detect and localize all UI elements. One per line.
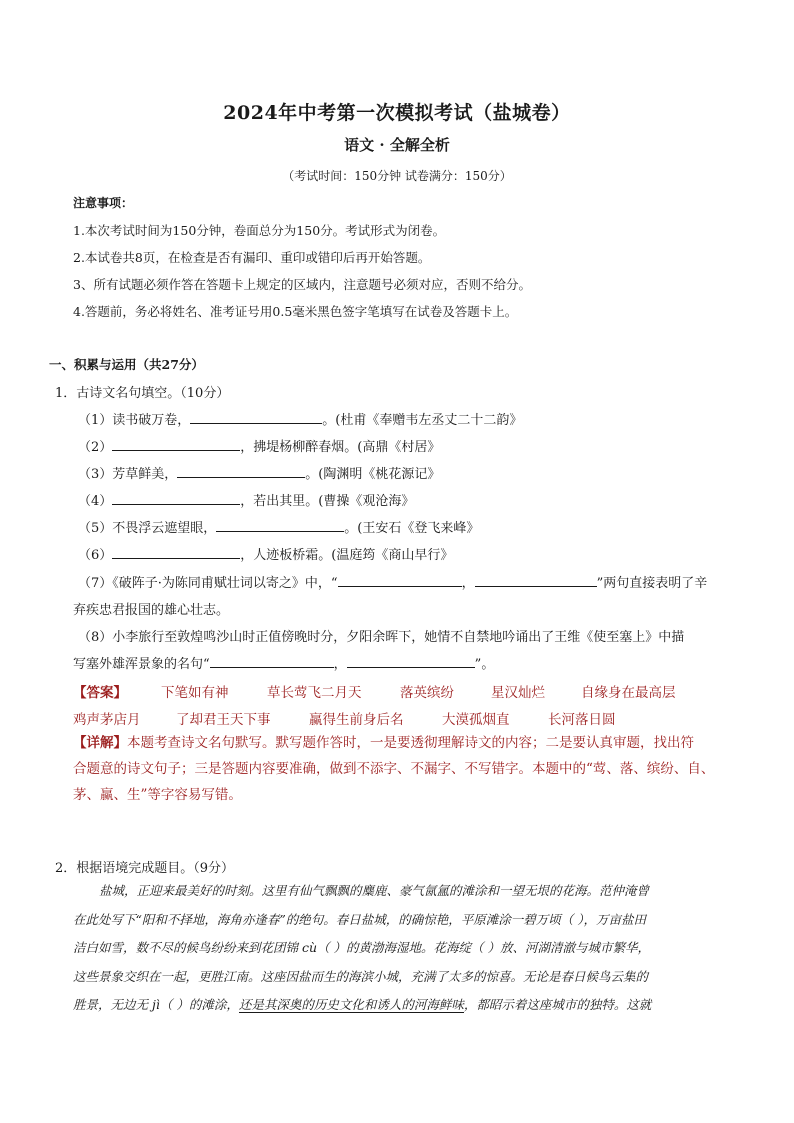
passage-text: 胜景，无边无 jì（ ）的滩涂， xyxy=(73,997,239,1012)
detail-line-2: 合题意的诗文句子；三是答题内容要准确，做到不添字、不漏字、不写错字。本题中的“莺、落、缤纷、自、 xyxy=(73,761,715,777)
q1-line-7-cont: 弃疾忠君报国的雄心壮志。 xyxy=(73,603,230,618)
page-title: 2024年中考第一次模拟考试（盐城卷） xyxy=(223,102,571,124)
line-text: 。(杜甫《奉赠韦左丞丈二十二韵》 xyxy=(322,413,523,428)
detail-text: 本题考查诗文名句默写。默写题作答时，一是要透彻理解诗文的内容；二是要认真审题，找出符 xyxy=(127,735,694,751)
detail-line-1 xyxy=(73,730,725,756)
question-1-stem: 1．古诗文名句填空。（10分） xyxy=(55,386,230,401)
section-heading: 一、积累与运用（共27分） xyxy=(49,357,204,372)
page-subtitle: 语文 · 全解全析 xyxy=(344,136,450,154)
q1-line-3 xyxy=(78,463,440,482)
q1-line-6 xyxy=(78,544,453,563)
detail-line-3: 茅、赢、生”等字容易写错。 xyxy=(73,787,242,803)
line-text: ”。 xyxy=(474,657,495,672)
answer-item: 了却君王天下事 xyxy=(176,712,271,728)
answer-label: 【答案】 xyxy=(73,685,127,701)
passage-text: ，都昭示着这座城市的独特。这就 xyxy=(463,997,652,1012)
notice-heading: 注意事项： xyxy=(73,196,134,210)
line-text: （6） xyxy=(78,548,113,563)
answer-blank[interactable] xyxy=(475,572,597,587)
line-text: ，拂堤杨柳醉春烟。(高鼎《村居》 xyxy=(240,440,441,455)
answer-blank[interactable] xyxy=(216,517,344,532)
question-2-stem: 2．根据语境完成题目。（9分） xyxy=(55,861,235,876)
answer-item: 长河落日圆 xyxy=(548,712,616,728)
line-text: （2） xyxy=(78,440,113,455)
passage-line: 在此处写下“阳和不择地，海角亦逢春”的绝句。春日盐城，的确惊艳，平原滩涂一碧万顷（ ），万亩盐田 xyxy=(73,911,647,927)
answer-blank[interactable] xyxy=(190,409,322,424)
answer-blank[interactable] xyxy=(112,436,240,451)
line-text: ，若出其里。(曹操《观沧海》 xyxy=(240,494,415,509)
line-text: 。(王安石《登飞来峰》 xyxy=(344,521,480,536)
notice-item: 2.本试卷共8页，在检查是否有漏印、重印或错印后再开始答题。 xyxy=(73,250,431,265)
detail-block xyxy=(73,730,725,808)
answer-item: 草长莺飞二月天 xyxy=(267,685,362,701)
answer-item: 下笔如有神 xyxy=(161,685,229,701)
answer-item: 赢得生前身后名 xyxy=(309,712,404,728)
q1-line-5 xyxy=(78,517,479,536)
exam-time-info: （考试时间：150分钟 试卷满分：150分） xyxy=(282,169,512,183)
q1-line-8: （8）小李旅行至敦煌鸣沙山时正值傍晚时分，夕阳余晖下，她情不自禁地吟诵出了王维《使至塞上》中描 xyxy=(78,630,685,645)
line-text: （5）不畏浮云遮望眼， xyxy=(78,521,217,536)
q1-line-4 xyxy=(78,490,414,509)
answer-item: 自缘身在最高层 xyxy=(581,685,676,701)
answer-blank[interactable] xyxy=(347,653,475,668)
line-text: 。(陶渊明《桃花源记》 xyxy=(305,467,441,482)
answer-blank[interactable] xyxy=(112,490,240,505)
line-text: （1）读书破万卷， xyxy=(78,413,191,428)
line-text: ， xyxy=(461,576,475,591)
line-text: （3）芳草鲜美， xyxy=(78,467,178,482)
answer-item: 大漠孤烟直 xyxy=(442,712,510,728)
passage-line: 盐城，正迎来最美好的时刻。这里有仙气飘飘的麋鹿、豪气氤氲的滩涂和一望无垠的花海。范仲淹曾 xyxy=(99,883,650,898)
answer-blank[interactable] xyxy=(338,572,462,587)
answer-blank[interactable] xyxy=(210,653,334,668)
line-text: ，人迹板桥霜。(温庭筠《商山早行》 xyxy=(240,548,454,563)
line-text: 写塞外雄浑景象的名句“ xyxy=(73,657,210,672)
answer-blank[interactable] xyxy=(112,544,240,559)
passage-line: 洁白如雪，数不尽的候鸟纷纷来到花团锦 cù（ ）的黄渤海湿地。花海绽（ ）放、河湖清澈与城市繁华， xyxy=(73,940,650,955)
answer-item: 星汉灿烂 xyxy=(491,685,545,701)
answer-blank[interactable] xyxy=(177,463,305,478)
passage-line: 这些景象交织在一起，更胜江南。这座因盐而生的海滨小城，充满了太多的惊喜。无论是春日候鸟云集的 xyxy=(73,968,649,984)
reading-passage xyxy=(73,877,725,1020)
q1-line-2 xyxy=(78,436,440,455)
q1-line-1 xyxy=(78,409,522,428)
q1-line-7 xyxy=(78,572,707,591)
answer-item: 鸡声茅店月 xyxy=(73,712,141,728)
passage-line xyxy=(73,991,725,1020)
q1-line-8-cont xyxy=(73,653,494,672)
line-text: ”两句直接表明了辛 xyxy=(596,576,708,591)
notice-item: 4.答题前，务必将姓名、准考证号用0.5毫米黑色签字笔填写在试卷及答题卡上。 xyxy=(73,304,518,319)
notice-item: 1.本次考试时间为150分钟，卷面总分为150分。考试形式为闭卷。 xyxy=(73,223,446,238)
underlined-sentence: 还是其深奥的历史文化和诱人的河海鲜味 xyxy=(238,997,464,1012)
line-text: ， xyxy=(333,657,347,672)
line-text: （4） xyxy=(78,494,113,509)
notice-item: 3、所有试题必须作答在答题卡上规定的区域内，注意题号必须对应，否则不给分。 xyxy=(73,277,531,292)
detail-label: 【详解】 xyxy=(73,735,127,751)
line-text: （7）《破阵子·为陈同甫赋壮词以寄之》中，“ xyxy=(78,576,338,591)
answer-item: 落英缤纷 xyxy=(400,685,454,701)
